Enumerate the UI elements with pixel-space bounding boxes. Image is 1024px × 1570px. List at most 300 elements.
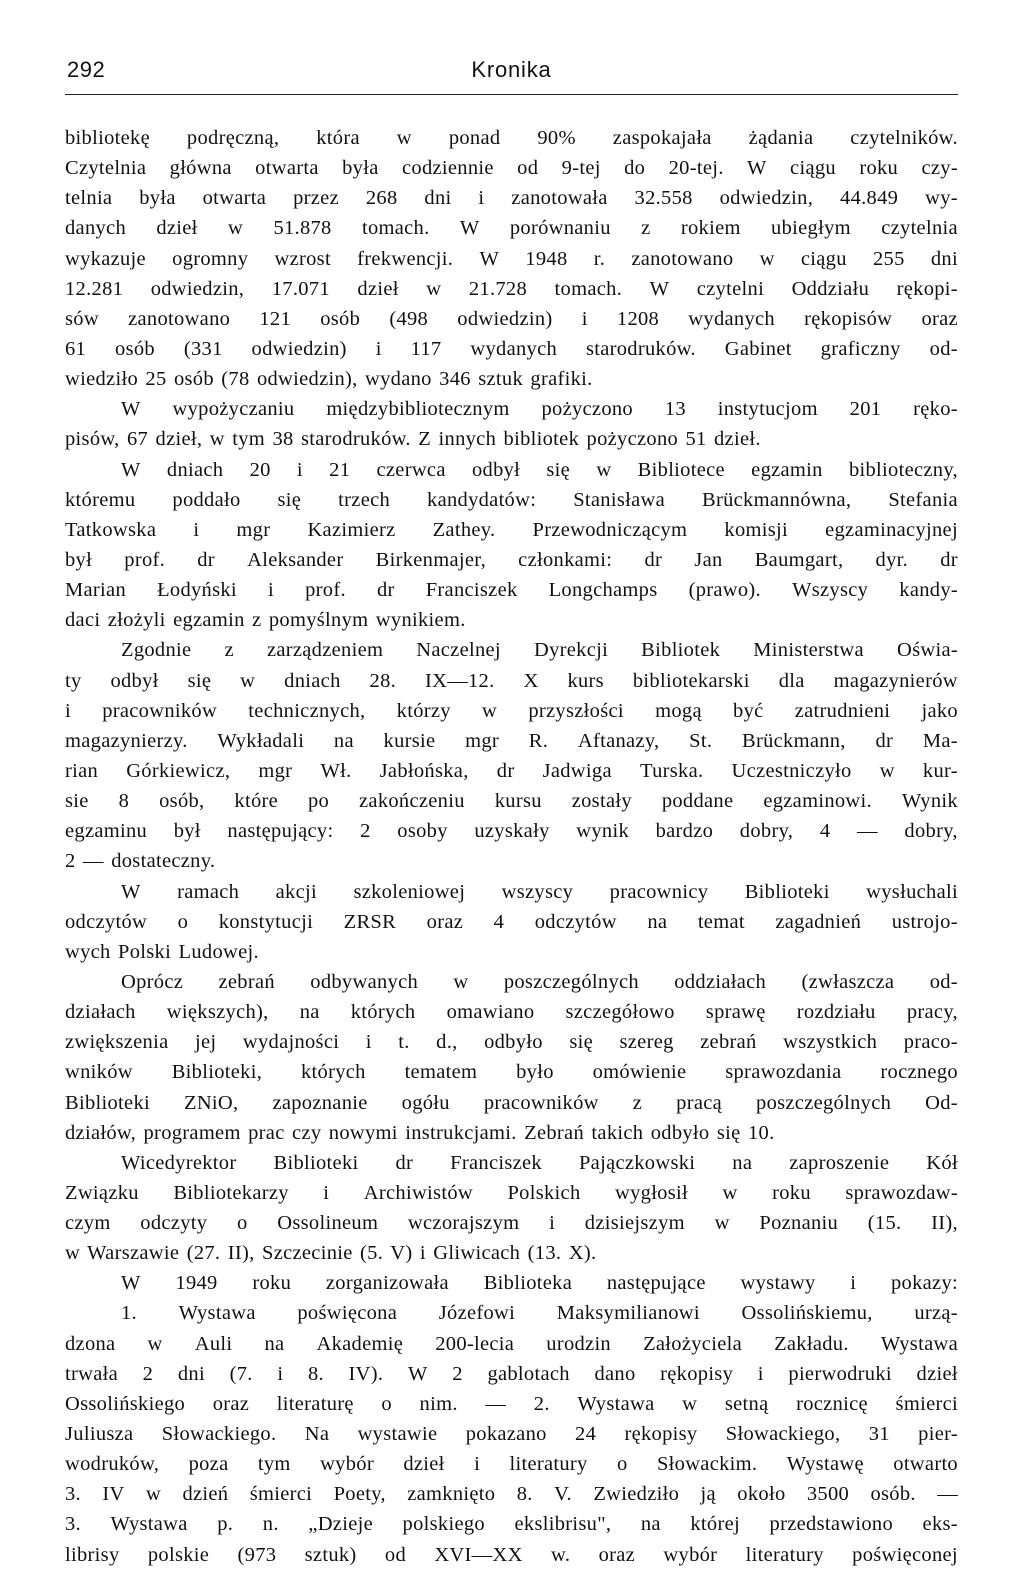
word: 3500 [806,1483,850,1506]
text-line [65,1540,958,1570]
word: Wykładali [217,729,305,752]
word: roku [859,157,899,180]
word: których [300,1061,366,1084]
word: które [234,790,279,813]
word: X [523,669,539,692]
word: sprawę [705,1001,766,1024]
word: Kazimierz [307,518,396,541]
word: Łodyński [157,579,237,602]
word: oraz [921,307,958,330]
word: Tatkowska [65,518,157,541]
word: wykazuje [65,247,146,270]
text-line [65,666,958,696]
word: Franciszek [425,579,518,602]
word: pierwodruki [788,1362,892,1385]
word: poddało [172,488,241,511]
word: sprawozdania [725,1061,842,1084]
word: Oświa- [896,639,958,662]
word: Poznaniu [759,1212,839,1235]
word: XVI—XX [434,1543,523,1566]
word: wzrost [274,247,331,270]
word: (zwłaszcza [801,970,895,993]
text-line [65,244,958,274]
word: Akademię [316,1332,404,1355]
text-line [65,123,958,153]
word: Dyrekcji [533,639,609,662]
word: Maksymilianowi [556,1302,700,1325]
text-line [65,816,958,846]
word: dni [177,1362,205,1385]
word: przyszłości [528,699,624,722]
word: w [879,759,895,782]
word: Jadwiga [542,759,612,782]
word: zamknięto [407,1483,496,1506]
word: pokazano [465,1423,547,1446]
word: (973 [237,1543,277,1566]
word: zapoznanie [272,1091,368,1114]
word: zanotowała [511,187,608,210]
word: roku [252,1272,292,1295]
text-line [65,696,958,726]
word: 9-tej [561,157,601,180]
word: kursie [383,729,436,752]
word: 1948 [525,247,568,270]
word: dzieł [156,217,198,240]
word: otwarta [255,157,319,180]
word: dniach [284,669,341,692]
word: członkami: [518,548,613,571]
word: Wystawa [178,1302,256,1325]
word: był [65,548,93,571]
text-line: daci złożyli egzamin z pomyślnym wynikiem. [65,609,466,632]
word: Jan [694,548,723,571]
body-text [65,123,958,1570]
word: dniach [166,458,224,481]
word: ramach [177,880,240,903]
word: od- [929,970,958,993]
word: której [690,1513,740,1536]
word: poświęcona [297,1302,398,1325]
word: Józefowi [438,1302,516,1325]
word: prof. [305,579,346,602]
word: (7. [229,1362,253,1385]
word: eks- [922,1513,958,1536]
word: ponad [448,127,501,149]
word: w [396,127,412,149]
word: nim. [419,1392,458,1415]
text-line [65,997,958,1027]
word: i [549,1212,556,1235]
word: pracownicy [609,880,709,903]
word: oraz [426,910,464,933]
word: kandy- [899,579,958,602]
word: W [747,157,767,180]
word: wydajności [242,1031,340,1054]
word: Aleksander [247,548,344,571]
word: 20 [249,458,271,481]
word: i [323,1181,330,1204]
word: dobry, [904,820,958,843]
word: mgr [258,759,293,782]
word: oraz [212,1392,250,1415]
word: przedstawiono [769,1513,893,1536]
text-line [65,786,958,816]
word: i [268,579,275,602]
word: Auli [194,1332,233,1355]
word: Słowackiego. [161,1423,277,1446]
word: w [228,217,244,240]
word: poddane [661,790,734,813]
word: mogą [655,699,702,722]
word: zanotowano [128,307,231,330]
word: urodzin [546,1332,611,1355]
word: mgr [236,518,271,541]
word: bibliotekę [65,127,150,149]
text-line [65,485,958,515]
word: Kół [926,1151,958,1174]
word: szczegółowo [565,1001,675,1024]
word: o [177,910,189,933]
word: dobry, [739,820,794,843]
word: danych [65,217,126,240]
word: mgr [465,729,500,752]
word: dr [197,548,215,571]
word: osoby [397,820,448,843]
word: roku [772,1181,811,1204]
word: — [857,820,878,843]
word: 28. [369,669,397,692]
word: i [850,1272,857,1295]
word: zebrań [700,1031,757,1054]
word: W [649,277,670,300]
word: ciągu [790,157,836,180]
word: frekwencji. [357,247,454,270]
word: być [733,699,764,722]
word: czytelnia [881,217,958,240]
word: wczorajszym [407,1212,520,1235]
word: szereg [619,1031,674,1054]
word: 121 [259,307,292,330]
word: setną [724,1392,769,1415]
word: w [240,669,256,692]
word: rian [65,759,99,782]
word: Biblioteki [273,1151,359,1174]
word: czerwca [376,458,446,481]
word: W [121,880,141,903]
word: o [381,1392,392,1415]
word: wystawy [740,1272,816,1295]
word: Założyciela [643,1332,742,1355]
word: egzaminowi. [763,790,872,813]
word: porównaniu [509,217,611,240]
word: komisji [724,518,789,541]
word: 21.728 [468,277,528,300]
word: pracowników [483,1091,599,1114]
word: którzy [396,699,451,722]
word: r. [593,247,606,270]
word: 20-tej. [668,157,724,180]
text-line [65,877,958,907]
word: się [569,1031,593,1054]
word: od [517,157,539,180]
word: W [121,1272,141,1295]
word: poszczególnych [503,970,639,993]
word: Wystawa [577,1392,655,1415]
text-line [65,1359,958,1389]
word: Bibliotekarzy [173,1181,289,1204]
word: była [342,157,379,180]
word: pracy, [906,1001,958,1024]
word: śmierci [249,1483,313,1506]
word: oraz [598,1543,636,1566]
word: (prawo). [688,579,761,602]
word: IX—12. [424,669,495,692]
word: ją [700,1483,716,1506]
word: 61 [65,337,87,360]
text-line: pisów, 67 dzieł, w tym 38 starodruków. Z innych bibliotek pożyczono 51 dzieł. [65,428,761,451]
word: wybór [320,1453,374,1476]
text-line [65,183,958,213]
word: o [237,1212,248,1235]
text-line [65,1027,958,1057]
word: prof. [124,548,166,571]
word: działach [65,1001,136,1024]
word: około [737,1483,786,1506]
word: czytelni [696,277,765,300]
word: 3. [65,1483,81,1506]
word: dni [424,187,452,210]
word: i [375,337,382,360]
word: n. [262,1513,279,1536]
word: Jabłońska, [379,759,469,782]
word: wszyscy [501,880,574,903]
word: w [482,699,498,722]
word: instytucjom [717,398,818,421]
word: 32.558 [634,187,693,210]
word: i [193,518,200,541]
word: dyr. [875,548,909,571]
word: uzyskały [474,820,550,843]
word: zatrudnieni [794,699,891,722]
document-page [65,0,958,1566]
word: Wystawa [110,1513,188,1536]
text-line [65,153,958,183]
word: Związku [65,1181,139,1204]
word: Ossolineum [277,1212,379,1235]
word: na [299,1001,320,1024]
word: do [624,157,646,180]
word: 13 [664,398,686,421]
word: literatury [509,1453,588,1476]
word: wypożyczaniu [172,398,295,421]
word: 8. [516,1483,533,1506]
word: urzą- [914,1302,958,1325]
word: czytelników. [850,127,958,149]
word: polskiego [402,1513,485,1536]
page-number: 292 [67,57,106,82]
text-line [65,1298,958,1328]
word: ciągu [800,247,847,270]
word: Oddziału [791,277,870,300]
word: sów [65,307,99,330]
header-rule [65,94,958,95]
word: odbył [110,669,159,692]
word: następujące [606,1272,706,1295]
word: zwiększenia [65,1031,169,1054]
word: Aftanazy, [577,729,660,752]
word: osób. [870,1483,916,1506]
word: odbyło [484,1031,543,1054]
word: odwiedzin) [251,337,347,360]
text-line [65,515,958,545]
word: 4 [493,910,505,933]
word: wybór [663,1543,718,1566]
word: oddziałach [674,970,767,993]
word: starodruków. [585,337,696,360]
word: odwiedzin) [457,307,553,330]
word: — [937,1483,958,1506]
word: — [485,1392,507,1415]
word: Ossolińskiego [65,1392,186,1415]
word: Pajączkowski [578,1151,696,1174]
word: rozdziału [796,1001,876,1024]
word: ty [65,669,82,692]
word: Wynik [901,790,958,813]
word: akcji [275,880,317,903]
word: ogromny [172,247,249,270]
word: polskie [147,1543,210,1566]
word: odbył [471,458,521,481]
word: Birkenmajer, [375,548,486,571]
word: w [596,458,612,481]
text-line [65,213,958,243]
word: magazynierów [833,669,958,692]
word: Ossolińskiemu, [741,1302,873,1325]
word: V. [554,1483,572,1506]
text-line [65,756,958,786]
word: na [264,1332,285,1355]
word: 31 [868,1423,890,1446]
text-line [65,1057,958,1087]
word: trwała [65,1362,119,1385]
word: odwiedzin, [719,187,814,210]
word: Stefania [888,488,958,511]
word: ZRSR [343,910,397,933]
word: zaspokajała [612,127,712,149]
text-line: 2 — dostateczny. [65,850,216,873]
word: Słowackiego, [725,1423,841,1446]
word: dr [644,548,663,571]
word: 2 [360,820,371,843]
text-line [65,274,958,304]
word: 44.849 [840,187,899,210]
word: zorganizowała [325,1272,449,1295]
word: i [65,699,71,722]
word: dzieł [403,1453,445,1476]
word: Poety, [333,1483,386,1506]
word: Naczelnej [416,639,501,662]
word: Bibliotece [637,458,725,481]
word: (498 [389,307,429,330]
word: Zgodnie [121,639,192,662]
text-line [65,545,958,575]
text-line: działów, programem prac czy nowymi instrukcjami. Zebrań takich odbyło się 10. [65,1121,775,1144]
text-line [65,907,958,937]
word: w [759,247,775,270]
word: śmierci [895,1392,958,1415]
word: literatury [745,1543,824,1566]
word: był [173,820,201,843]
word: w [722,1181,738,1204]
text-line [65,1329,958,1359]
word: tomach. [554,277,623,300]
word: o [617,1453,628,1476]
word: Longchamps [548,579,658,602]
word: graficzny [820,337,901,360]
word: IV). [348,1362,384,1385]
word: dzień [182,1483,229,1506]
word: Biblioteki, [171,1061,263,1084]
word: zebrań [218,970,275,993]
text-line [65,726,958,756]
word: na [732,1151,753,1174]
word: i [277,1362,284,1385]
word: dni [930,247,958,270]
word: wy- [925,187,958,210]
word: było [516,1061,554,1084]
word: pier- [918,1423,958,1446]
word: Oprócz [121,970,184,993]
word: Wicedyrektor [121,1151,237,1174]
text-line [65,304,958,334]
word: 2 [142,1362,154,1385]
word: W [121,458,141,481]
word: Uczestniczyło [731,759,852,782]
word: Na [304,1423,330,1446]
word: Wystawę [786,1453,864,1476]
word: dla [778,669,805,692]
word: z [224,639,234,662]
word: codziennie [402,157,494,180]
word: 2. [533,1392,550,1415]
word: omawiano [446,1001,535,1024]
word: wynik [576,820,629,843]
word: rokiem [680,217,741,240]
word: d., [436,1031,458,1054]
word: w [147,1332,163,1355]
word: egzaminu [65,820,148,843]
word: kursu [494,790,542,813]
word: 4 [819,820,831,843]
word: bibliotekarski [632,669,750,692]
word: Turska. [639,759,704,782]
word: rękopisów [804,307,893,330]
word: odwiedzin, [150,277,245,300]
word: w [714,1212,730,1235]
word: pracą [676,1091,723,1114]
word: ubiegłym [771,217,851,240]
word: magazynierzy. [65,729,188,752]
word: 1949 [175,1272,218,1295]
word: 268 [365,187,398,210]
word: dzona [65,1332,116,1355]
text-line [65,1479,958,1509]
word: R. [528,729,549,752]
word: główna [169,157,232,180]
word: 21 [329,458,351,481]
word: konstytucji [218,910,314,933]
text-line [65,1178,958,1208]
